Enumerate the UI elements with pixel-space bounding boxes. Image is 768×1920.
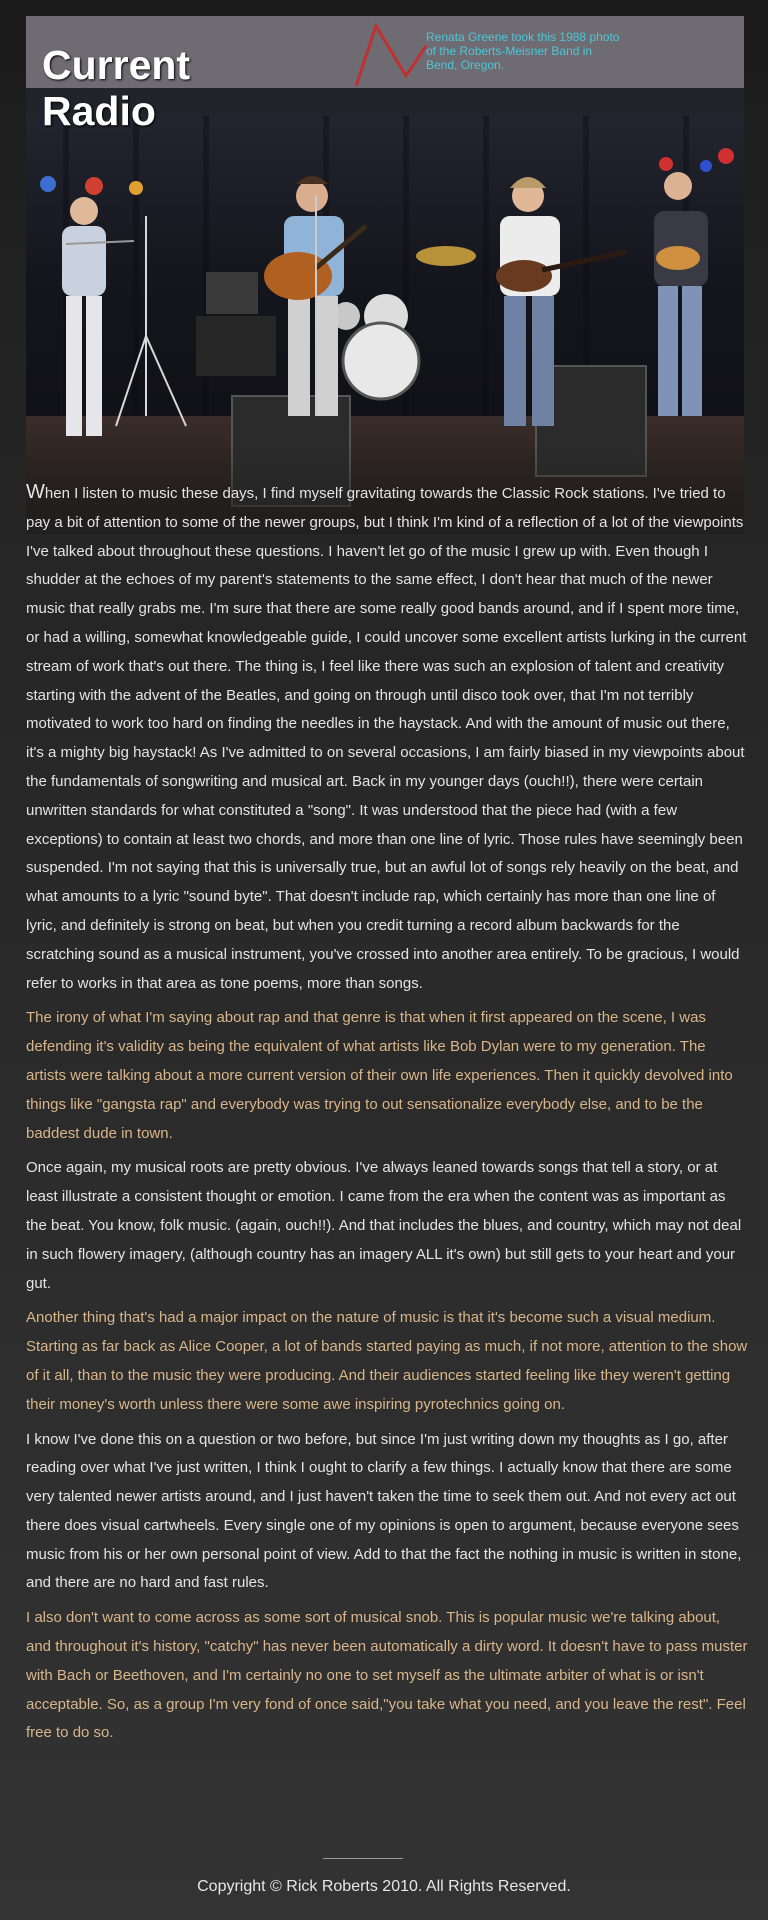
header-photo xyxy=(26,16,744,534)
article-paragraph-2: The irony of what I'm saying about rap and that genre is that when it first appeared on the scene, I was defending it's validity as being the equivalent of what artists like Bob Dylan were to my generation. The artists were talking about a more current version of their own life experiences. Then it quickly devolved into things like "gangsta rap" and everybody was trying to out sensationalize everybody else, and to be the baddest dude in town. xyxy=(26,1009,733,1142)
article-paragraph-5: I know I've done this on a question or two before, but since I'm just writing down my thoughts as I go, after reading over what I've just written, I think I ought to clarify a few things. I actually know that there are some very talented newer artists around, and I just haven't taken the time to seek them out. And not every act out there does visual cartwheels. Every single one of my opinions is open to argument, because everyone sees music from his or her own personal point of view. Add to that the fact the nothing in music is written in stone, and there are no hard and fast rules. xyxy=(26,1430,742,1592)
paragraph-text: hen I listen to music these days, I find myself gravitating towards the Classic Rock stations. I've tried to pay a bit of attention to some of the newer groups, but I think I'm kind of a reflection of a lot of the viewpoints I've talked about throughout these questions. I haven't let go of the music I grew up with. Even though I shudder at the echoes of my parent's statements to the same effect, I don't hear that much of the newer music that really grabs me. I'm sure that there are some really good bands around, and if I spent more time, or had a willing, somewhat knowledgeable guide, I could uncover some excellent artists lurking in the current stream of work that's out there. The thing is, I feel like there was such an explosion of talent and creativity starting with the advent of the Beatles, and going on through until disco took over, that I'm not terribly motivated to work too hard on finding the needles in the haystack. And with the amount of music out there, it's a mighty big haystack! As I've admitted to on several occasions, I am fairly biased in my viewpoints about the fundamentals of songwriting and musical art. Back in my younger days (ouch!!), there were certain unwritten standards for what constituted a "song". It was understood that the piece had (with a few exceptions) to contain at least two chords, and more than one line of lyric. Those rules have seemingly been suspended. I'm not saying that this is universally true, but an awful lot of songs rely heavily on the beat, and what amounts to a lyric "sound byte". That doesn't include rap, which certainly has more than one line of lyric, and definitely is strong on beat, but when you credit turning a record album backwards for the scratching sound as a musical instrument, you've crossed into another area entirely. To be gracious, I would refer to works in that area as tone poems, more than songs. xyxy=(26,485,747,992)
drop-letter: W xyxy=(26,481,45,503)
article-paragraph-4: Another thing that's had a major impact on the nature of music is that it's become such a visual medium. Starting as far back as Alice Cooper, a lot of bands started paying as much, if not more, attention to the show of it all, than to the music they were producing. And their audiences started feeling like they weren't getting their money's worth unless there were some awe inspiring pyrotechnics going on. xyxy=(26,1309,748,1413)
article-paragraph-6: I also don't want to come across as some sort of musical snob. This is popular music we're talking about, and throughout it's history, "catchy" has never been automatically a dirty word. It doesn't have to pass muster with Bach or Beethoven, and I'm certainly no one to set myself as the ultimate arbiter of what is or isn't acceptable. So, as a group I'm very fond of once said,"you take what you need, and you leave the rest". Feel free to do so. xyxy=(26,1609,748,1742)
site-title: Current Radio xyxy=(42,42,191,134)
photo-caption: Renata Greene took this 1988 photo of the Roberts-Meisner Band in Bend, Oregon. xyxy=(426,30,620,72)
footer-divider xyxy=(323,1858,403,1859)
article-body xyxy=(26,478,748,1754)
article-paragraph-3: Once again, my musical roots are pretty obvious. I've always leaned towards songs that tell a story, or at least illustrate a consistent thought or emotion. I came from the era when the content was as important as the beat. You know, folk music. (again, ouch!!). And that includes the blues, and country, which may not deal in such flowery imagery, (although country has an imagery ALL it's own) but still gets to your heart and your gut. xyxy=(26,1159,742,1292)
page xyxy=(26,16,748,1742)
article-paragraph-1 xyxy=(26,478,748,998)
copyright-footer: Copyright © Rick Roberts 2010. All Rights Reserved. xyxy=(197,1878,571,1895)
